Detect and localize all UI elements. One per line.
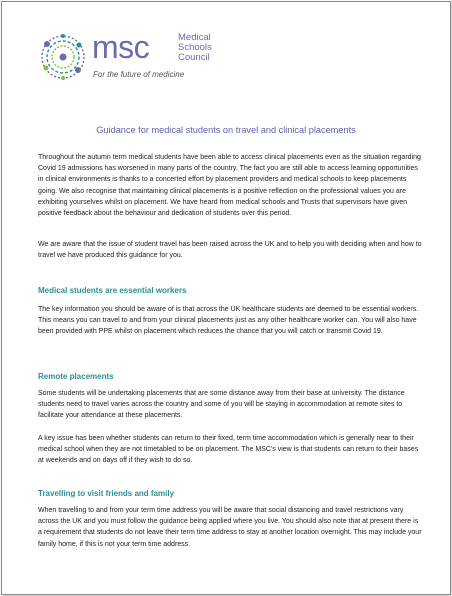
section-remote-placements-paragraph-1: Some students will be undertaking placements that are some distance away from their base at university. The distance students need to travel varies across the country and some of you will be staying in accommodation at remote sites to facilitate your attendance at these placements. bbox=[38, 390, 405, 420]
section-travelling-paragraph: When travelling to and from your term time address you will be aware that social distancing and travel restrictions vary across the UK and you must follow the guidance being applied where you live. You should also note that at present there is a requirement that students do not leave their term time address to stay at another location overnight. This may include your family home, if this is not your term time address. bbox=[38, 507, 422, 548]
document-title: Guidance for medical students on travel and clinical placements bbox=[96, 125, 356, 135]
logo-name-line3: Council bbox=[178, 52, 210, 63]
msc-circular-logo-icon bbox=[38, 32, 88, 82]
logo-name-line1: Medical bbox=[178, 32, 211, 43]
intro-paragraph-2: We are aware that the issue of student travel has been raised across the UK and to help you with deciding when and how to travel we have produced this guidance for you. bbox=[38, 241, 422, 260]
intro-paragraph-1: Throughout the autumn term medical students have been able to access clinical placements even as the situation regarding Covid 19 admissions has worsened in many parts of the country. The fact you are still able to access learning opportunities in clinical environments is thanks to a concerted effort by placement providers and medical schools to keep placements going. We also recognise that maintaining clinical placements is a positive reflection on the professional values you are exhibiting yourselves whilst on placement. We have heard from medical schools and Trusts that supervisors have given positive feedback about the behaviour and dedication of students over this period. bbox=[38, 154, 421, 218]
document-page bbox=[1, 1, 451, 595]
logo-org-name bbox=[178, 33, 212, 63]
section-remote-placements-paragraph-2: A key issue has been whether students can return to their fixed, term time accommodation which is generally near to their medical school when they are not timetabled to be on placement. The MSC's view is that students can return to their bases at weekends and on days off if they wish to do so. bbox=[38, 435, 419, 465]
logo-tagline: For the future of medicine bbox=[93, 70, 185, 79]
section-heading-travelling: Travelling to visit friends and family bbox=[38, 489, 175, 498]
section-heading-essential-workers: Medical students are essential workers bbox=[38, 286, 187, 295]
logo-wordmark: msc bbox=[92, 29, 150, 65]
section-essential-workers-paragraph: The key information you should be aware of is that across the UK healthcare students are deemed to be essential workers. This means you can travel to and from your clinical placements just as any other healthcare worker can. You will also have been provided with PPE whilst on placement which reduces the chance that you will catch or transmit Covid 19. bbox=[38, 306, 419, 336]
msc-logo bbox=[38, 29, 258, 84]
logo-name-line2: Schools bbox=[178, 42, 212, 53]
section-heading-remote-placements: Remote placements bbox=[38, 372, 114, 381]
